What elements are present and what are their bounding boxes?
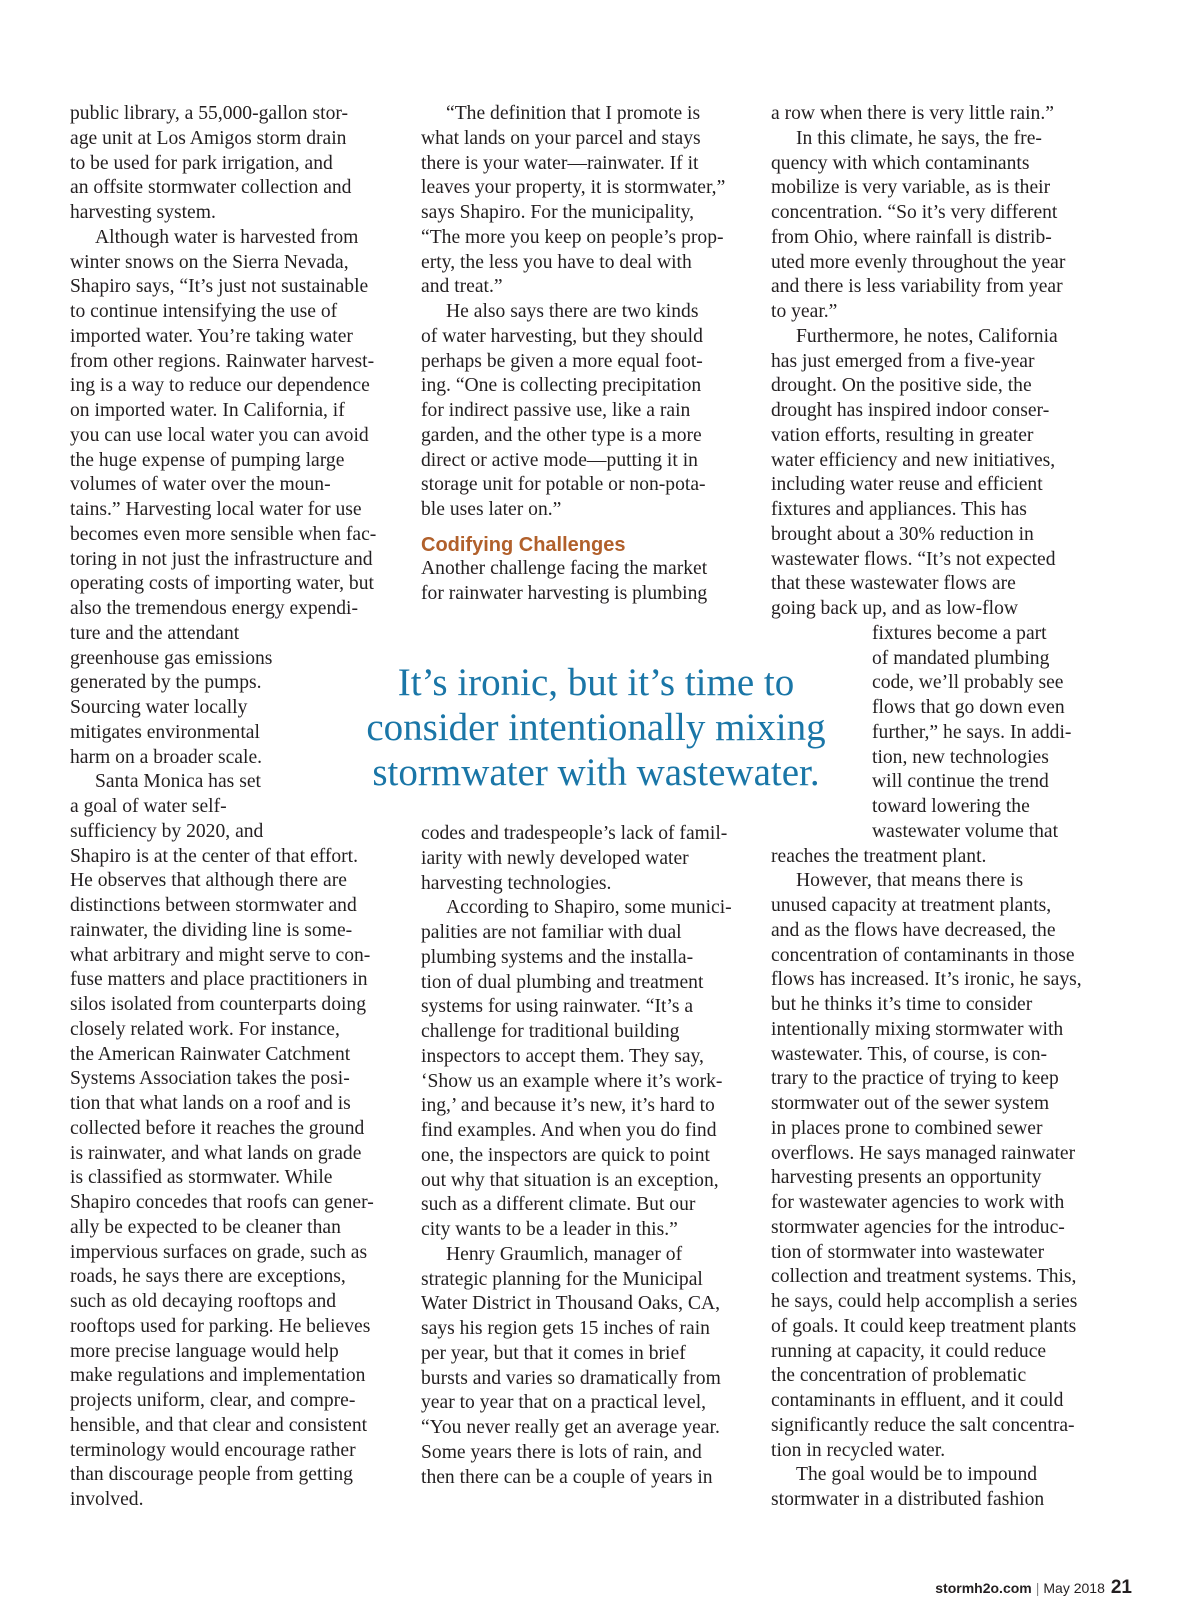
text-line: tains.” Harvesting local water for use bbox=[70, 499, 362, 520]
text-line: concentration. “So it’s very different bbox=[771, 202, 1058, 223]
text-line: significantly reduce the salt concentra- bbox=[771, 1414, 1075, 1436]
text-line: for indirect passive use, like a rain bbox=[421, 400, 691, 421]
text-line: ble uses later on.” bbox=[421, 499, 562, 520]
text-line: flows that go down even bbox=[872, 697, 1065, 718]
text-line: that these wastewater flows are bbox=[771, 573, 1016, 595]
text-line: plumbing systems and the installa- bbox=[421, 946, 694, 968]
text-line: such as a different climate. But our bbox=[421, 1194, 696, 1216]
text-line: hensible, and that clear and consistent bbox=[70, 1414, 368, 1436]
section-heading: Codifying Challenges bbox=[421, 534, 626, 556]
text-line: Some years there is lots of rain, and bbox=[421, 1441, 702, 1463]
page-footer bbox=[935, 1577, 1132, 1599]
text-line: city wants to be a leader in this.” bbox=[421, 1219, 678, 1240]
text-line: make regulations and implementation bbox=[70, 1365, 366, 1387]
text-line: Sourcing water locally bbox=[70, 697, 248, 718]
text-line: what arbitrary and might serve to con- bbox=[70, 944, 371, 966]
text-line: harvesting system. bbox=[70, 202, 216, 223]
text-line: is rainwater, and what lands on grade bbox=[70, 1142, 362, 1164]
text-line: to be used for park irrigation, and bbox=[70, 152, 333, 174]
text-line: direct or active mode—putting it in bbox=[421, 449, 698, 471]
text-line: storage unit for potable or non-pota- bbox=[421, 474, 706, 496]
text-line: operating costs of importing water, but bbox=[70, 573, 374, 595]
text-line: silos isolated from counterparts doing bbox=[70, 994, 367, 1015]
footer-separator: | bbox=[1035, 1580, 1040, 1596]
text-line: says Shapiro. For the municipality, bbox=[421, 202, 695, 223]
text-line: trary to the practice of trying to keep bbox=[771, 1068, 1059, 1090]
text-line: of mandated plumbing bbox=[872, 647, 1050, 669]
text-line: tion, new technologies bbox=[872, 746, 1049, 768]
text-line: and as the flows have decreased, the bbox=[771, 919, 1056, 941]
text-line: impervious surfaces on grade, such as bbox=[70, 1241, 368, 1263]
text-line: running at capacity, it could reduce bbox=[771, 1340, 1047, 1362]
text-line: ing. “One is collecting precipitation bbox=[421, 375, 702, 397]
text-line: tion of dual plumbing and treatment bbox=[421, 971, 704, 993]
text-line: toward lowering the bbox=[872, 796, 1030, 817]
text-line: find examples. And when you do find bbox=[421, 1120, 717, 1141]
text-line: per year, but that it comes in brief bbox=[421, 1342, 686, 1364]
text-line: Another challenge facing the market bbox=[421, 558, 708, 579]
text-line: volumes of water over the moun- bbox=[70, 474, 331, 496]
text-line: tion that what lands on a roof and is bbox=[70, 1093, 351, 1114]
text-line: Henry Graumlich, manager of bbox=[446, 1243, 683, 1265]
text-line: rooftops used for parking. He believes bbox=[70, 1315, 371, 1337]
text-line: perhaps be given a more equal foot- bbox=[421, 350, 703, 372]
text-line: wastewater flows. “It’s not expected bbox=[771, 548, 1056, 570]
text-line: says his region gets 15 inches of rain bbox=[421, 1318, 710, 1339]
text-line: you can use local water you can avoid bbox=[70, 424, 369, 446]
text-line: “The definition that I promote is bbox=[446, 103, 701, 124]
text-line: stormwater out of the sewer system bbox=[771, 1093, 1050, 1114]
article-column-1 bbox=[70, 102, 376, 1513]
text-line: from other regions. Rainwater harvest- bbox=[70, 350, 375, 372]
text-line: stormwater in a distributed fashion bbox=[771, 1489, 1045, 1510]
text-line: the huge expense of pumping large bbox=[70, 449, 345, 471]
text-line: challenge for traditional building bbox=[421, 1021, 680, 1042]
text-line: drought has inspired indoor conser- bbox=[771, 400, 1050, 421]
text-line: to year.” bbox=[771, 301, 838, 322]
text-line: a goal of water self- bbox=[70, 796, 227, 817]
text-line: iarity with newly developed water bbox=[421, 847, 689, 869]
pull-quote-line: stormwater with wastewater. bbox=[372, 751, 820, 794]
text-line: code, we’ll probably see bbox=[872, 672, 1064, 694]
text-line: harvesting technologies. bbox=[421, 872, 612, 894]
text-line: Shapiro says, “It’s just not sustainable bbox=[70, 276, 369, 298]
text-line: to continue intensifying the use of bbox=[70, 301, 338, 322]
text-line: ture and the attendant bbox=[70, 622, 240, 644]
text-line: harm on a broader scale. bbox=[70, 746, 263, 768]
text-line: in places prone to combined sewer bbox=[771, 1117, 1043, 1139]
text-line: ing,’ and because it’s new, it’s hard to bbox=[421, 1095, 715, 1117]
text-line: but he thinks it’s time to consider bbox=[771, 994, 1033, 1015]
text-line: than discourage people from getting bbox=[70, 1464, 353, 1486]
text-line: drought. On the positive side, the bbox=[771, 375, 1032, 397]
text-line: public library, a 55,000-gallon stor- bbox=[70, 103, 349, 124]
article-column-2-mid bbox=[421, 557, 707, 607]
text-line: Although water is harvested from bbox=[95, 226, 359, 248]
text-line: more precise language would help bbox=[70, 1340, 339, 1362]
text-line: vation efforts, resulting in greater bbox=[771, 424, 1034, 446]
text-line: erty, the less you have to deal with bbox=[421, 251, 692, 273]
text-line: unused capacity at treatment plants, bbox=[771, 895, 1052, 916]
text-line: of water harvesting, but they should bbox=[421, 325, 703, 347]
text-line: palities are not familiar with dual bbox=[421, 922, 682, 943]
text-line: year to year that on a practical level, bbox=[421, 1392, 707, 1414]
pull-quote bbox=[316, 660, 876, 795]
text-line: stormwater agencies for the introduc- bbox=[771, 1216, 1065, 1238]
text-line: one, the inspectors are quick to point bbox=[421, 1144, 710, 1166]
text-line: uted more evenly throughout the year bbox=[771, 251, 1066, 273]
text-line: He observes that although there are bbox=[70, 870, 347, 892]
text-line: from Ohio, where rainfall is distrib- bbox=[771, 226, 1052, 248]
text-line: involved. bbox=[70, 1489, 144, 1510]
text-line: bursts and varies so dramatically from bbox=[421, 1367, 721, 1389]
text-line: generated by the pumps. bbox=[70, 672, 262, 694]
text-line: of goals. It could keep treatment plants bbox=[771, 1315, 1077, 1337]
text-line: Shapiro is at the center of that effort. bbox=[70, 845, 359, 867]
text-line: However, that means there is bbox=[796, 870, 1024, 892]
text-line: and there is less variability from year bbox=[771, 276, 1063, 298]
article-column-2-bottom bbox=[421, 822, 732, 1490]
text-line: out why that situation is an exception, bbox=[421, 1169, 719, 1191]
text-line: age unit at Los Amigos storm drain bbox=[70, 127, 347, 149]
text-line: fuse matters and place practitioners in bbox=[70, 969, 368, 991]
text-line: wastewater volume that bbox=[872, 820, 1059, 842]
text-line: systems for using rainwater. “It’s a bbox=[421, 996, 694, 1018]
text-line: Water District in Thousand Oaks, CA, bbox=[421, 1293, 720, 1315]
page-number: 21 bbox=[1110, 1577, 1132, 1598]
text-line: imported water. You’re taking water bbox=[70, 325, 353, 347]
text-line: Shapiro concedes that roofs can gener- bbox=[70, 1192, 374, 1213]
text-line: collection and treatment systems. This, bbox=[771, 1266, 1077, 1288]
text-line: then there can be a couple of years in bbox=[421, 1466, 713, 1488]
text-line: mitigates environmental bbox=[70, 721, 260, 743]
text-line: According to Shapiro, some munici- bbox=[446, 897, 732, 919]
text-line: harvesting presents an opportunity bbox=[771, 1167, 1042, 1189]
text-line: wastewater. This, of course, is con- bbox=[771, 1043, 1048, 1065]
text-line: he says, could help accomplish a series bbox=[771, 1291, 1078, 1312]
text-line: inspectors to accept them. They say, bbox=[421, 1045, 704, 1067]
text-line: tion of stormwater into wastewater bbox=[771, 1241, 1045, 1263]
text-line: projects uniform, clear, and compre- bbox=[70, 1390, 356, 1411]
text-line: garden, and the other type is a more bbox=[421, 424, 702, 446]
pull-quote-line: It’s ironic, but it’s time to bbox=[397, 661, 795, 704]
text-line: codes and tradespeople’s lack of famil- bbox=[421, 823, 728, 844]
text-line: and treat.” bbox=[421, 276, 503, 298]
text-line: on imported water. In California, if bbox=[70, 400, 345, 421]
article-column-2-top bbox=[421, 102, 725, 523]
text-line: such as old decaying rooftops and bbox=[70, 1291, 337, 1312]
text-line: water efficiency and new initiatives, bbox=[771, 449, 1056, 471]
text-line: flows has increased. It’s ironic, he says, bbox=[771, 969, 1082, 991]
text-line: leaves your property, it is stormwater,” bbox=[421, 177, 726, 199]
text-line: sufficiency by 2020, and bbox=[70, 820, 264, 842]
text-line: “You never really get an average year. bbox=[421, 1417, 720, 1438]
text-line: rainwater, the dividing line is some- bbox=[70, 919, 353, 941]
text-line: closely related work. For instance, bbox=[70, 1018, 340, 1040]
text-line: intentionally mixing stormwater with bbox=[771, 1018, 1064, 1040]
article-column-3 bbox=[771, 102, 1082, 1513]
text-line: toring in not just the infrastructure and bbox=[70, 548, 373, 570]
footer-issue: May 2018 bbox=[1043, 1580, 1105, 1596]
text-line: contaminants in effluent, and it could bbox=[771, 1390, 1064, 1411]
text-line: has just emerged from a five-year bbox=[771, 350, 1035, 372]
text-line: concentration of contaminants in those bbox=[771, 944, 1075, 966]
footer-site: stormh2o.com bbox=[935, 1580, 1032, 1596]
text-line: going back up, and as low-flow bbox=[771, 598, 1019, 619]
text-line: the concentration of problematic bbox=[771, 1365, 1027, 1387]
text-line: The goal would be to impound bbox=[796, 1464, 1038, 1486]
text-line: strategic planning for the Municipal bbox=[421, 1268, 703, 1290]
text-line: terminology would encourage rather bbox=[70, 1439, 356, 1461]
text-line: fixtures and appliances. This has bbox=[771, 499, 1027, 520]
text-line: ‘Show us an example where it’s work- bbox=[421, 1070, 723, 1092]
text-line: Furthermore, he notes, California bbox=[796, 325, 1058, 347]
text-line: is classified as stormwater. While bbox=[70, 1167, 333, 1189]
text-line: He also says there are two kinds bbox=[446, 301, 699, 322]
text-line: greenhouse gas emissions bbox=[70, 647, 273, 669]
text-line: what lands on your parcel and stays bbox=[421, 127, 701, 149]
text-line: the American Rainwater Catchment bbox=[70, 1043, 351, 1065]
pull-quote-line: consider intentionally mixing bbox=[366, 706, 826, 749]
text-line: for rainwater harvesting is plumbing bbox=[421, 582, 708, 604]
text-line: an offsite stormwater collection and bbox=[70, 177, 352, 199]
text-line: In this climate, he says, the fre- bbox=[796, 127, 1042, 149]
text-line: “The more you keep on people’s prop- bbox=[421, 226, 724, 248]
text-line: Systems Association takes the posi- bbox=[70, 1068, 350, 1090]
text-line: quency with which contaminants bbox=[771, 152, 1030, 174]
text-line: including water reuse and efficient bbox=[771, 474, 1043, 496]
text-line: becomes even more sensible when fac- bbox=[70, 523, 377, 545]
text-line: fixtures become a part bbox=[872, 622, 1047, 644]
text-line: for wastewater agencies to work with bbox=[771, 1192, 1065, 1213]
text-line: reaches the treatment plant. bbox=[771, 845, 987, 867]
text-line: overflows. He says managed rainwater bbox=[771, 1142, 1076, 1164]
text-line: roads, he says there are exceptions, bbox=[70, 1266, 346, 1288]
text-line: ally be expected to be cleaner than bbox=[70, 1216, 341, 1238]
text-line: mobilize is very variable, as is their bbox=[771, 177, 1051, 199]
text-line: collected before it reaches the ground bbox=[70, 1117, 365, 1139]
text-line: brought about a 30% reduction in bbox=[771, 523, 1034, 545]
text-line: further,” he says. In addi- bbox=[872, 721, 1072, 743]
text-line: winter snows on the Sierra Nevada, bbox=[70, 251, 349, 273]
text-line: tion in recycled water. bbox=[771, 1439, 946, 1461]
text-line: there is your water—rainwater. If it bbox=[421, 152, 699, 174]
text-line: a row when there is very little rain.” bbox=[771, 103, 1054, 124]
text-line: also the tremendous energy expendi- bbox=[70, 598, 359, 619]
text-line: Santa Monica has set bbox=[95, 771, 261, 793]
text-line: ing is a way to reduce our dependence bbox=[70, 375, 370, 397]
text-line: distinctions between stormwater and bbox=[70, 895, 357, 916]
text-line: will continue the trend bbox=[872, 771, 1049, 793]
